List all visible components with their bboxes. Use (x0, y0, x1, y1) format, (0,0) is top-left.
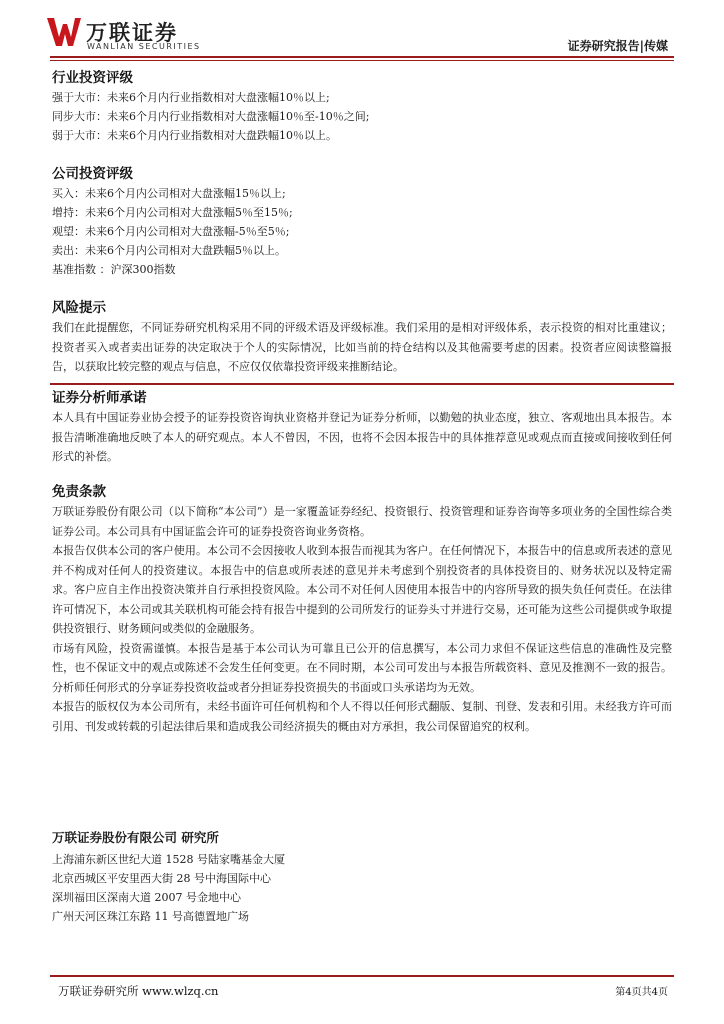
address-shanghai: 上海浦东新区世纪大道 1528 号陆家嘴基金大厦 (52, 853, 285, 866)
disclaimer-paragraph: 本报告的版权仅为本公司所有，未经书面许可任何机构和个人不得以任何形式翻版、复制、刊登、发表和引用。未经我方许可而引用、刊发或转载的引起法律后果和造成我公司经济损失的概由对方承担，我公司保留追究的权利。 (52, 700, 672, 733)
risk-text: 我们在此提醒您，不同证券研究机构采用不同的评级术语及评级标准。我们采用的是相对评级体系，表示投资的相对比重建议；投资者买入或者卖出证券的决定取决于个人的实际情况，比如当前的持仓结构以及其他需要考虑的因素。投资者应阅读整篇报告，以获取比较完整的观点与信息，不应仅仅依靠投资评级来推断结论。 (52, 321, 672, 373)
analyst-section (52, 388, 672, 467)
footer-site: 万联证券研究所 www.wlzq.cn (58, 984, 219, 998)
disclaimer-paragraph: 本报告仅供本公司的客户使用。本公司不会因接收人收到本报告而视其为客户。在任何情况下，本报告中的信息或所表述的意见并不构成对任何人的投资建议。本报告中的信息或所表述的意见并未考虑到个别投资者的具体投资目的、财务状况以及特定需求。客户应自主作出投资决策并自行承担投资风险。本公司不对任何人因使用本报告中的内容所导致的损失负任何责任。在法律许可情况下，本公司或其关联机构可能会持有报告中提到的公司所发行的证券头寸并进行交易，还可能为这些公司提供或争取提供投资银行、财务顾问或类似的金融服务。 (52, 544, 672, 635)
benchmark-index: 基准指数 ：沪深300指数 (52, 263, 176, 276)
address-guangzhou: 广州天河区珠江东路 11 号高德置地广场 (52, 910, 249, 923)
industry-rating-title: 行业投资评级 (52, 70, 133, 86)
address-beijing: 北京西城区平安里西大街 28 号中海国际中心 (52, 872, 271, 885)
disclaimer-paragraph: 市场有风险，投资需谨慎。本报告是基于本公司认为可靠且已公开的信息撰写，本公司力求但不保证这些信息的准确性及完整性，也不保证文中的观点或陈述不会发生任何变更。在不同时期，本公司可发出与本报告所载资料、意见及推测不一致的报告。分析师任何形式的分享证券投资收益或者分担证券投资损失的书面或口头承诺均为无效。 (52, 641, 672, 694)
analyst-text: 本人具有中国证券业协会授予的证券投资咨询执业资格并登记为证券分析师，以勤勉的执业态度，独立、客观地出具本报告。本报告清晰准确地反映了本人的研究观点。本人不曾因，不因，也将不会因本报告中的具体推荐意见或观点而直接或间接收到任何形式的补偿。 (52, 411, 672, 463)
industry-rating-item: 同步大市：未来6个月内行业指数相对大盘涨幅10％至-10％之间; (52, 110, 370, 123)
address-shenzhen: 深圳福田区深南大道 2007 号金地中心 (52, 891, 241, 904)
disclaimer-paragraph: 万联证券股份有限公司（以下简称“本公司”）是一家覆盖证券经纪、投资银行、投资管理和证券咨询等多项业务的全国性综合类证券公司。本公司具有中国证监会许可的证券投资咨询业务资格。 (52, 505, 672, 538)
industry-rating-section (52, 68, 369, 145)
report-type: 证券研究报告|传媒 (567, 39, 668, 53)
company-rating-section (52, 164, 293, 279)
footer-rule (50, 975, 674, 977)
contact-section (52, 828, 285, 926)
logo-english-name: WANLIAN SECURITIES (87, 42, 201, 51)
disclaimer-title: 免责条款 (52, 484, 106, 500)
company-rating-item: 买入：未来6个月内公司相对大盘涨幅15％以上; (52, 187, 286, 200)
company-rating-item: 卖出：未来6个月内公司相对大盘跌幅5％以上。 (52, 244, 286, 257)
company-rating-item: 观望：未来6个月内公司相对大盘涨幅-5％至5％; (52, 225, 290, 238)
header-rule (50, 56, 674, 58)
wanlian-logo-icon (47, 18, 81, 46)
company-rating-item: 增持：未来6个月内公司相对大盘涨幅5％至15％; (52, 206, 293, 219)
industry-rating-item: 弱于大市：未来6个月内行业指数相对大盘跌幅10％以上。 (52, 129, 337, 142)
risk-section (52, 298, 672, 377)
page-header (0, 0, 724, 60)
risk-title: 风险提示 (52, 300, 106, 316)
page-number: 第4页共4页 (615, 987, 668, 998)
header-rule-thin (50, 60, 674, 61)
contact-title: 万联证券股份有限公司 研究所 (52, 830, 219, 845)
section-divider-risk (50, 383, 674, 385)
logo-chinese-name: 万联证券 (86, 21, 178, 45)
disclaimer-section (52, 482, 672, 736)
analyst-title: 证券分析师承诺 (52, 390, 147, 406)
company-rating-title: 公司投资评级 (52, 166, 133, 182)
industry-rating-item: 强于大市：未来6个月内行业指数相对大盘涨幅10％以上; (52, 91, 330, 104)
